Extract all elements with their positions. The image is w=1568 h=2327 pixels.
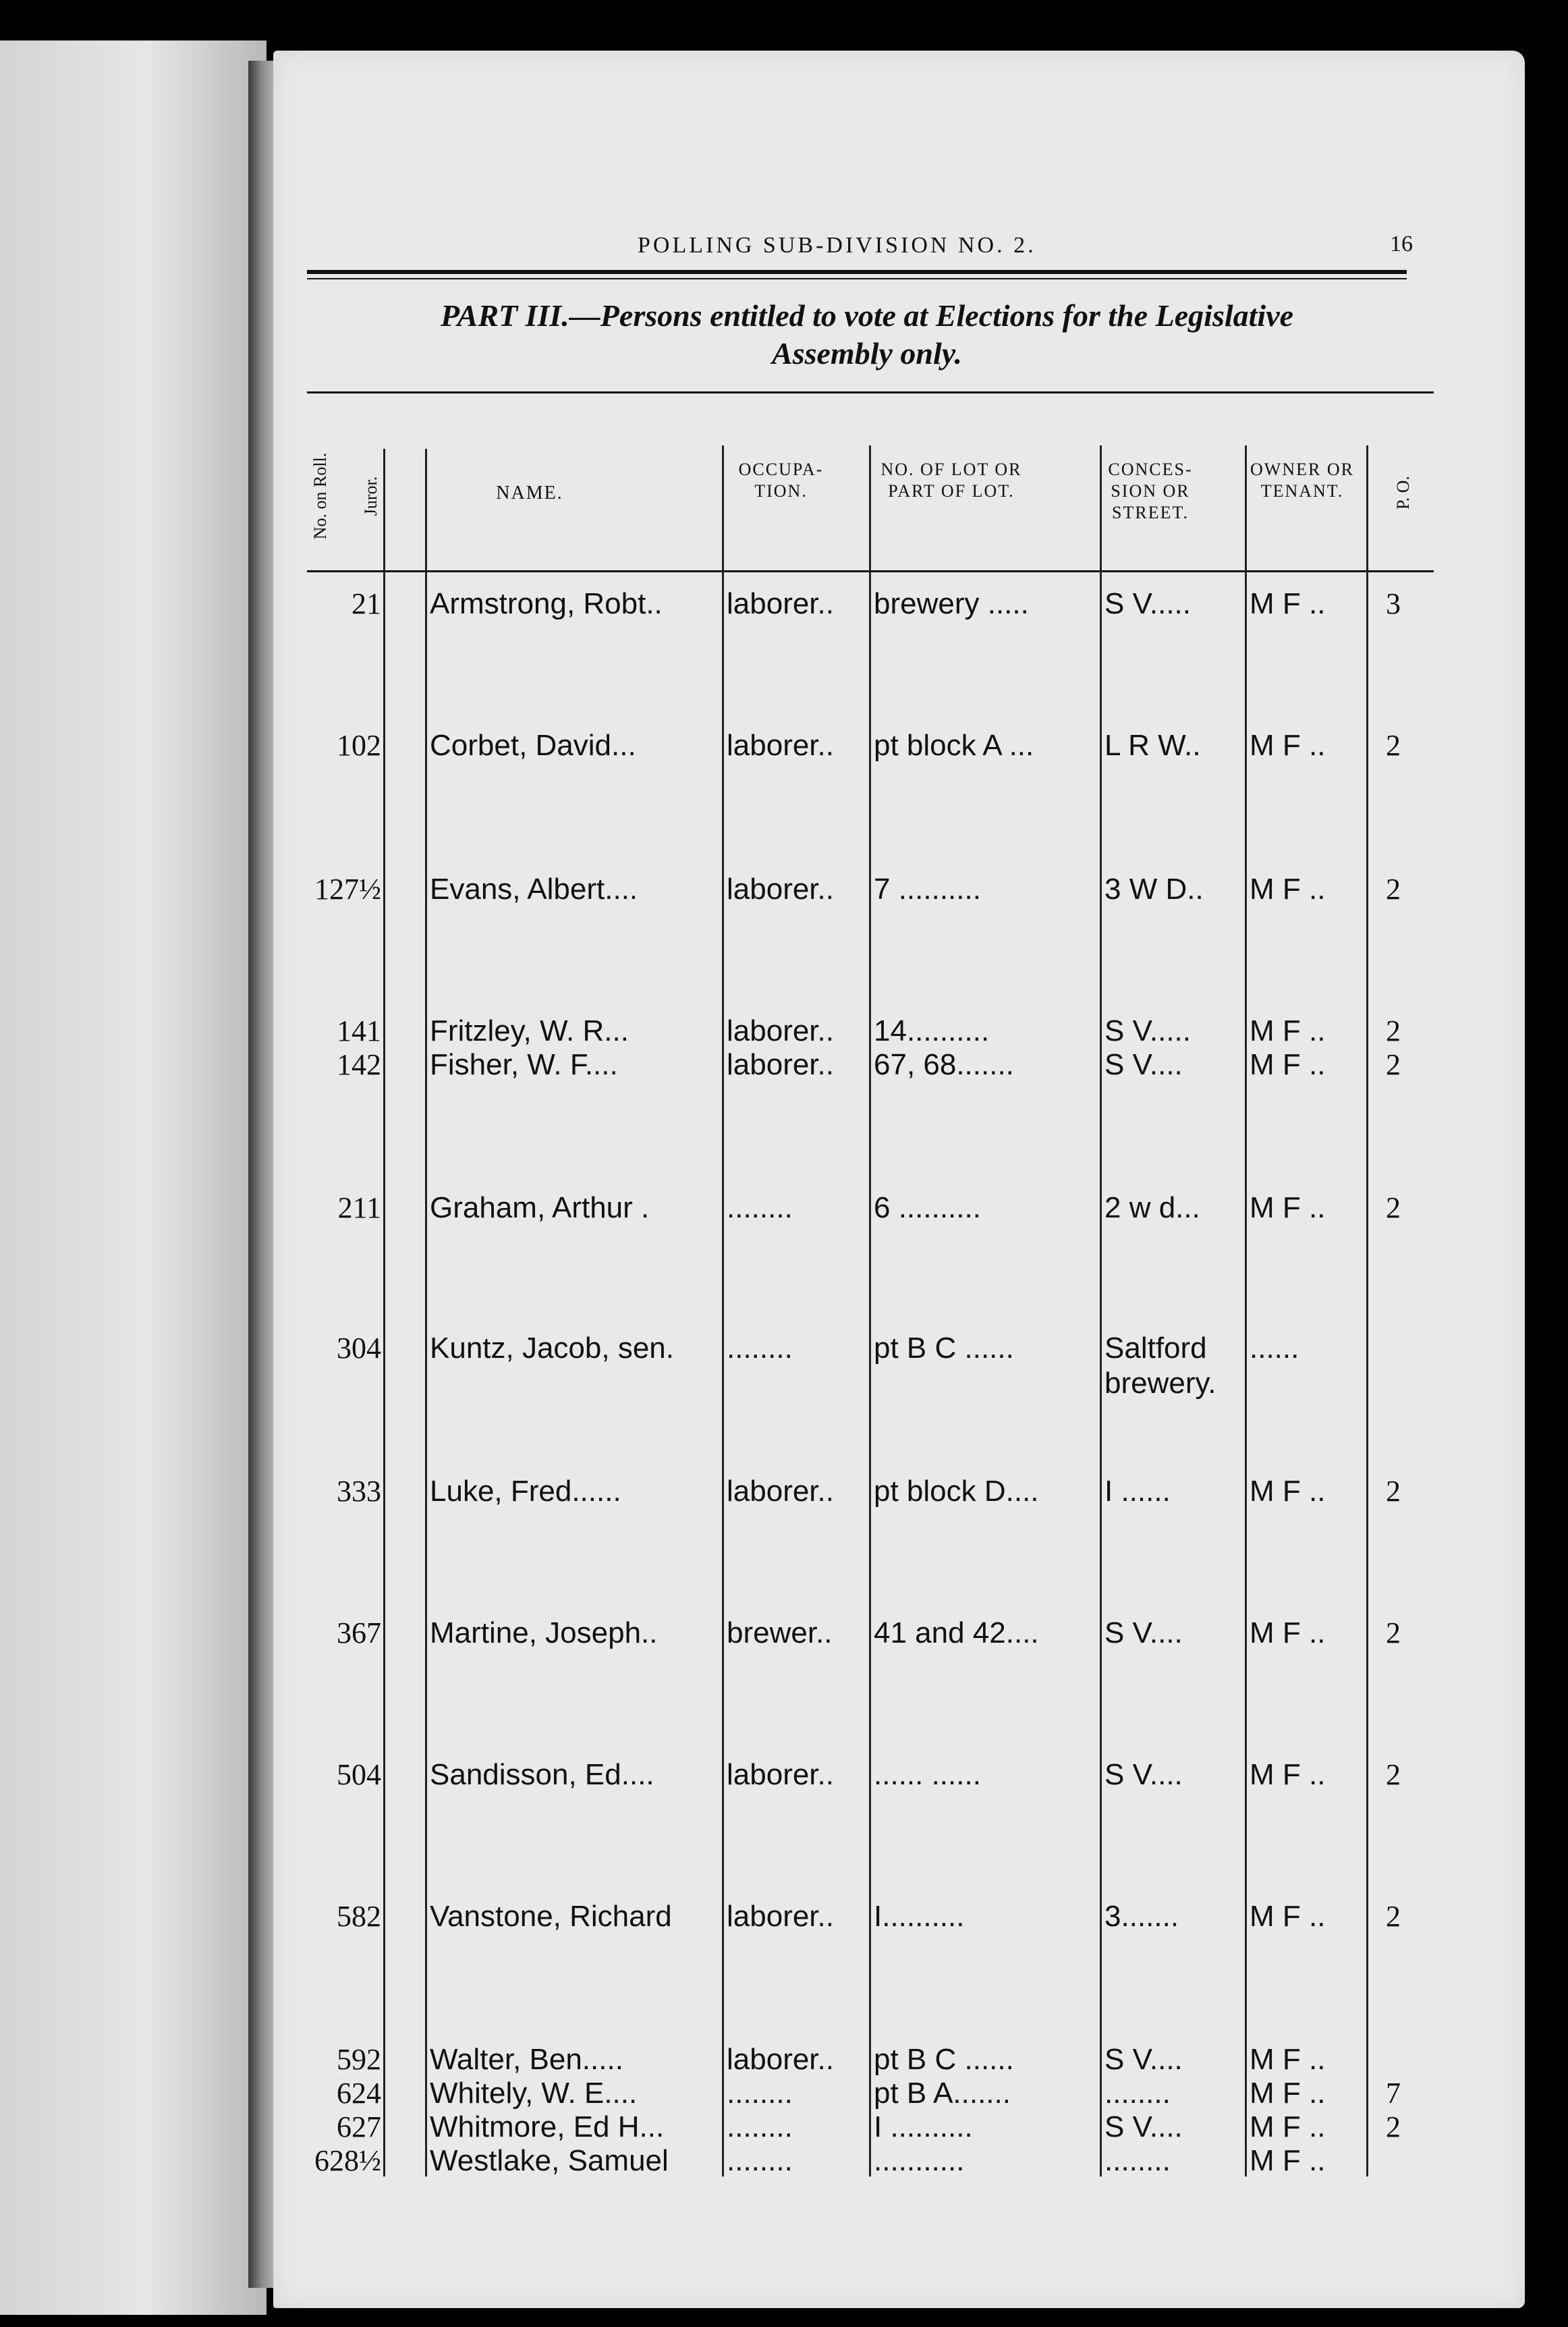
lot-number: 67, 68....... [874,1048,1014,1081]
post-office: 2 [1386,1014,1401,1047]
column-header-lot: NO. OF LOT OR PART OF LOT. [880,460,1022,501]
register-page [273,51,1525,2308]
occupation: laborer.. [727,873,834,906]
voter-name: Whitmore, Ed H... [430,2110,665,2143]
occupation: ........ [727,2077,793,2110]
roll-number: 304 [337,1332,381,1365]
lot-number: pt block D.... [874,1475,1039,1508]
post-office: 2 [1386,1191,1401,1224]
concession: Saltford [1104,1332,1207,1365]
post-office: 2 [1386,1900,1401,1933]
voter-name: Fritzley, W. R... [430,1014,629,1047]
part-title-line-1: PART III.—Persons entitled to vote at Elections for the Legislative [440,298,1294,333]
roll-number: 628½ [314,2144,381,2177]
running-title: POLLING SUB-DIVISION NO. 2. [638,233,1036,258]
lot-number: I.......... [874,1900,965,1933]
occupation: laborer.. [727,1900,834,1933]
lot-number: pt B C ...... [874,1332,1014,1365]
concession: S V.... [1104,1616,1183,1649]
post-office: 7 [1386,2077,1401,2110]
page-number: 16 [1390,231,1413,256]
facing-page [0,40,267,2315]
lot-number: I .......... [874,2110,973,2143]
lot-number: 7 .......... [874,873,981,906]
lot-number: pt B C ...... [874,2043,1014,2076]
occupation: ........ [727,1191,793,1224]
owner-tenant: M F .. [1250,1048,1326,1081]
column-header-owner: OWNER OR TENANT. [1250,460,1354,501]
concession-continued: brewery. [1104,1367,1216,1400]
owner-tenant: M F .. [1250,2043,1326,2076]
concession: L R W.. [1104,729,1201,762]
voter-name: Whitely, W. E.... [430,2077,638,2110]
voter-name: Westlake, Samuel [430,2144,669,2177]
post-office: 2 [1386,2110,1401,2143]
concession: ........ [1104,2144,1171,2177]
post-office: 2 [1386,1616,1401,1649]
owner-tenant: M F .. [1250,2144,1326,2177]
voter-name: Armstrong, Robt.. [430,587,663,620]
voter-name: Sandisson, Ed.... [430,1758,654,1791]
voter-name: Martine, Joseph.. [430,1616,658,1649]
column-header-name: NAME. [496,483,563,503]
post-office: 2 [1386,729,1401,762]
column-header-po: P. O. [1393,476,1413,510]
roll-number: 333 [337,1475,381,1508]
lot-number: brewery ..... [874,587,1029,620]
column-rule [1366,445,1368,2177]
lot-number: 41 and 42.... [874,1616,1039,1649]
post-office: 2 [1386,1758,1401,1791]
concession: 2 w d... [1104,1191,1200,1224]
roll-number: 127½ [314,873,381,906]
occupation: brewer.. [727,1616,833,1649]
lot-number: pt block A ... [874,729,1034,762]
owner-tenant: M F .. [1250,1900,1326,1933]
concession: S V..... [1104,587,1192,620]
roll-number: 592 [337,2043,381,2076]
owner-tenant: M F .. [1250,729,1326,762]
lot-number: 6 .......... [874,1191,981,1224]
owner-tenant: M F .. [1250,1616,1326,1649]
owner-tenant: M F .. [1250,873,1326,906]
owner-tenant: M F .. [1250,2077,1326,2110]
occupation: ........ [727,2110,793,2143]
occupation: ........ [727,2144,793,2177]
column-rule [425,449,427,2177]
voter-name: Kuntz, Jacob, sen. [430,1332,674,1365]
roll-number: 504 [337,1758,381,1791]
occupation: laborer.. [727,1758,834,1791]
column-rule [1100,445,1102,2177]
occupation: laborer.. [727,1048,834,1081]
owner-tenant: ...... [1250,1332,1299,1365]
part-title [300,297,1434,373]
roll-number: 102 [337,729,381,762]
roll-number: 627 [337,2110,381,2143]
owner-tenant: M F .. [1250,2110,1326,2143]
lot-number: ...... ...... [874,1758,981,1791]
voter-name: Evans, Albert.... [430,873,638,906]
occupation: laborer.. [727,1014,834,1047]
lot-number: pt B A....... [874,2077,1011,2110]
concession: 3....... [1104,1900,1179,1933]
post-office: 2 [1386,1475,1401,1508]
voter-name: Corbet, David... [430,729,636,762]
roll-number: 142 [337,1048,381,1081]
column-header-concession: CONCES- SION OR STREET. [1108,460,1193,522]
occupation: laborer.. [727,1475,834,1508]
voter-name: Fisher, W. F.... [430,1048,618,1081]
roll-number: 141 [337,1014,381,1047]
roll-number: 582 [337,1900,381,1933]
column-header-juror: Juror. [361,476,381,516]
owner-tenant: M F .. [1250,1758,1326,1791]
concession: S V.... [1104,2110,1183,2143]
roll-number: 21 [352,587,381,620]
roll-number: 624 [337,2077,381,2110]
column-rule [869,445,871,2177]
table-top-rule [307,391,1434,393]
voter-name: Walter, Ben..... [430,2043,623,2076]
lot-number: 14.......... [874,1014,990,1047]
voter-name: Vanstone, Richard [430,1900,672,1933]
post-office: 2 [1386,873,1401,906]
column-header-occupation: OCCUPA- TION. [738,460,824,501]
part-title-line-2: Assembly only. [772,336,962,371]
concession: S V.... [1104,2043,1183,2076]
column-rule [1245,445,1247,2177]
lot-number: ........... [874,2144,965,2177]
header-rule-thin [307,278,1407,279]
concession: S V..... [1104,1014,1192,1047]
occupation: laborer.. [727,2043,834,2076]
owner-tenant: M F .. [1250,587,1326,620]
voter-name: Graham, Arthur . [430,1191,650,1224]
concession: 3 W D.. [1104,873,1204,906]
column-rule [383,449,385,2177]
post-office: 3 [1386,587,1401,620]
concession: S V.... [1104,1048,1183,1081]
column-header-roll: No. on Roll. [310,452,330,540]
roll-number: 211 [337,1191,381,1224]
voter-name: Luke, Fred...... [430,1475,621,1508]
roll-number: 367 [337,1616,381,1649]
concession: S V.... [1104,1758,1183,1791]
owner-tenant: M F .. [1250,1014,1326,1047]
occupation: laborer.. [727,729,834,762]
post-office: 2 [1386,1048,1401,1081]
column-rule [722,445,724,2177]
concession: I ...... [1104,1475,1171,1508]
owner-tenant: M F .. [1250,1475,1326,1508]
owner-tenant: M F .. [1250,1191,1326,1224]
occupation: ........ [727,1332,793,1365]
concession: ........ [1104,2077,1171,2110]
header-rule [307,270,1407,274]
occupation: laborer.. [727,587,834,620]
